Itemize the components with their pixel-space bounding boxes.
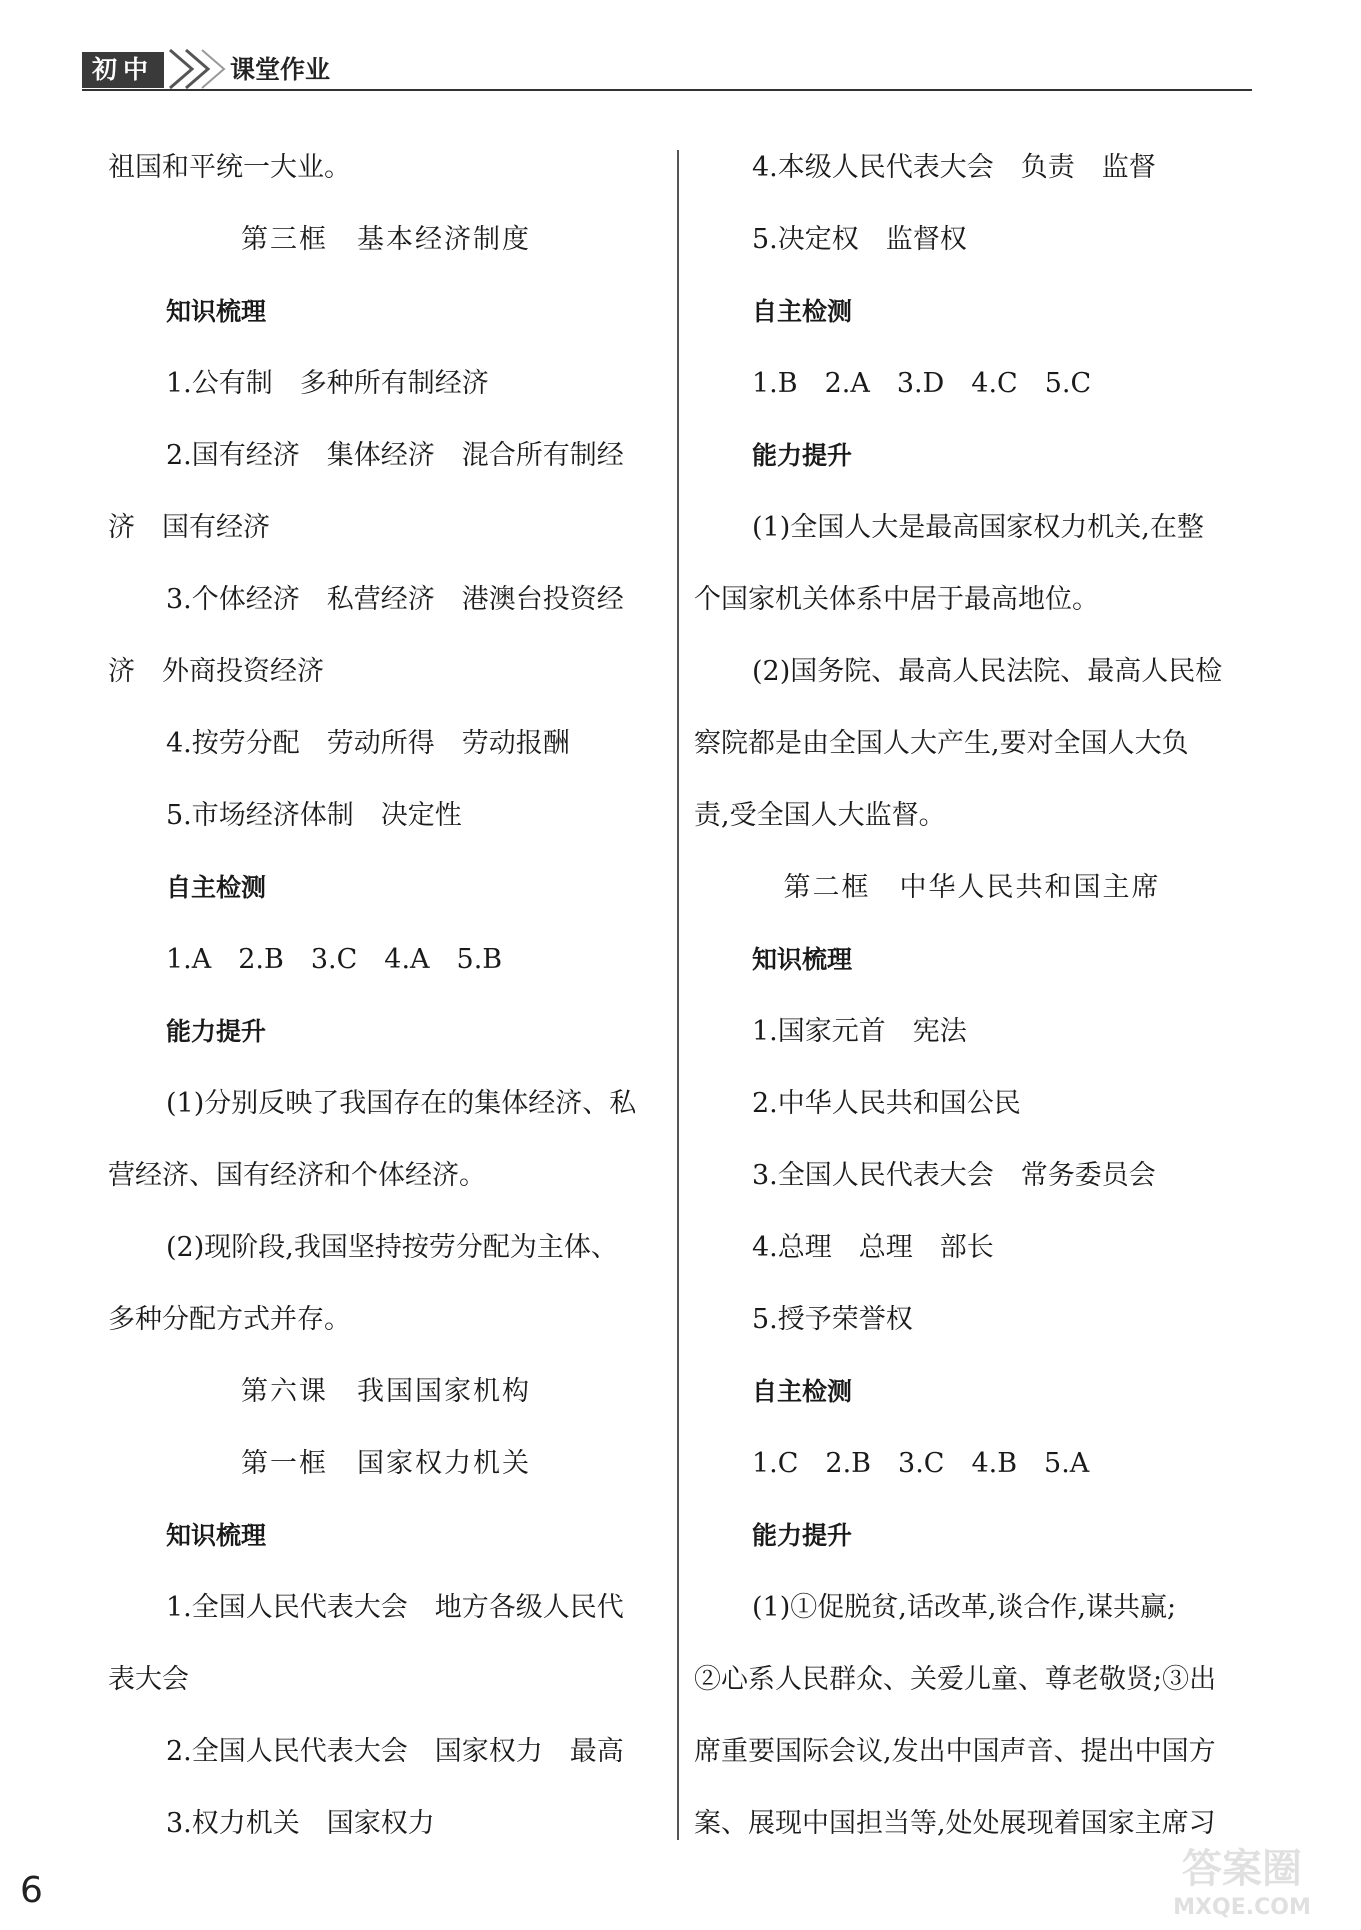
column-divider: [677, 150, 679, 1840]
text-line: 5.市场经济体制 决定性: [166, 800, 462, 831]
text-line: 5.决定权 监督权: [752, 224, 967, 255]
lesson-title: 第二框 中华人民共和国主席: [783, 872, 1161, 903]
lesson-title: 第一框 国家权力机关: [241, 1448, 531, 1479]
header-rule: [82, 89, 1252, 91]
text-line: 2.全国人民代表大会 国家权力 最高: [166, 1736, 624, 1767]
text-line: ②心系人民群众、关爱儿童、尊老敬贤;③出: [694, 1664, 1217, 1695]
text-line: 1.公有制 多种所有制经济: [166, 368, 489, 399]
page-header: [82, 52, 1252, 90]
text-line: 2.国有经济 集体经济 混合所有制经: [166, 440, 624, 471]
text-line: 营经济、国有经济和个体经济。: [108, 1160, 486, 1191]
text-line: (1)全国人大是最高国家权力机关,在整: [752, 512, 1204, 543]
text-line: 济 外商投资经济: [108, 656, 324, 687]
section-heading: 能力提升: [166, 1017, 267, 1046]
text-line: 4.总理 总理 部长: [752, 1232, 994, 1263]
text-line: 多种分配方式并存。: [108, 1304, 351, 1335]
text-line: 3.权力机关 国家权力: [166, 1808, 435, 1839]
text-line: (2)国务院、最高人民法院、最高人民检: [752, 656, 1223, 687]
lesson-title: 第六课 我国国家机构: [241, 1376, 531, 1407]
text-line: (2)现阶段,我国坚持按劳分配为主体、: [166, 1232, 618, 1263]
watermark-logo: [1142, 1836, 1342, 1922]
text-line: 祖国和平统一大业。: [108, 152, 351, 183]
text-line: 察院都是由全国人大产生,要对全国人大负: [694, 728, 1189, 759]
text-line: 1.A 2.B 3.C 4.A 5.B: [166, 944, 503, 975]
text-line: 表大会: [108, 1664, 189, 1695]
text-line: 案、展现中国担当等,处处展现着国家主席习: [694, 1808, 1216, 1839]
section-heading: 能力提升: [752, 441, 853, 470]
section-heading: 知识梳理: [166, 1521, 267, 1550]
text-line: 个国家机关体系中居于最高地位。: [694, 584, 1099, 615]
text-line: 1.全国人民代表大会 地方各级人民代: [166, 1592, 624, 1623]
section-heading: 知识梳理: [752, 945, 853, 974]
left-column: [108, 132, 664, 1860]
header-level-badge: 初中: [82, 52, 164, 88]
text-line: 4.按劳分配 劳动所得 劳动报酬: [166, 728, 570, 759]
section-heading: 能力提升: [752, 1521, 853, 1550]
watermark-url-text: MXQE.COM: [1173, 1895, 1311, 1920]
text-line: 责,受全国人大监督。: [694, 800, 946, 831]
text-line: 1.国家元首 宪法: [752, 1016, 967, 1047]
text-line: (1)①促脱贫,话改革,谈合作,谋共赢;: [752, 1592, 1177, 1623]
text-line: 3.个体经济 私营经济 港澳台投资经: [166, 584, 624, 615]
lesson-title: 第三框 基本经济制度: [241, 224, 531, 255]
text-line: 5.授予荣誉权: [752, 1304, 913, 1335]
text-line: 4.本级人民代表大会 负责 监督: [752, 152, 1156, 183]
header-title: 课堂作业: [230, 55, 331, 84]
double-chevron-icon: [166, 46, 226, 92]
section-heading: 知识梳理: [166, 297, 267, 326]
text-line: (1)分别反映了我国存在的集体经济、私: [166, 1088, 637, 1119]
section-heading: 自主检测: [166, 873, 267, 902]
text-line: 2.中华人民共和国公民: [752, 1088, 1021, 1119]
text-line: 席重要国际会议,发出中国声音、提出中国方: [694, 1736, 1216, 1767]
right-column: [694, 132, 1250, 1860]
page-number: 6: [20, 1870, 43, 1911]
text-line: 1.B 2.A 3.D 4.C 5.C: [752, 368, 1092, 399]
section-heading: 自主检测: [752, 1377, 853, 1406]
text-line: 1.C 2.B 3.C 4.B 5.A: [752, 1448, 1090, 1479]
section-heading: 自主检测: [752, 297, 853, 326]
text-line: 济 国有经济: [108, 512, 270, 543]
text-line: 3.全国人民代表大会 常务委员会: [752, 1160, 1156, 1191]
watermark-brand-text: 答案圈: [1182, 1846, 1302, 1892]
